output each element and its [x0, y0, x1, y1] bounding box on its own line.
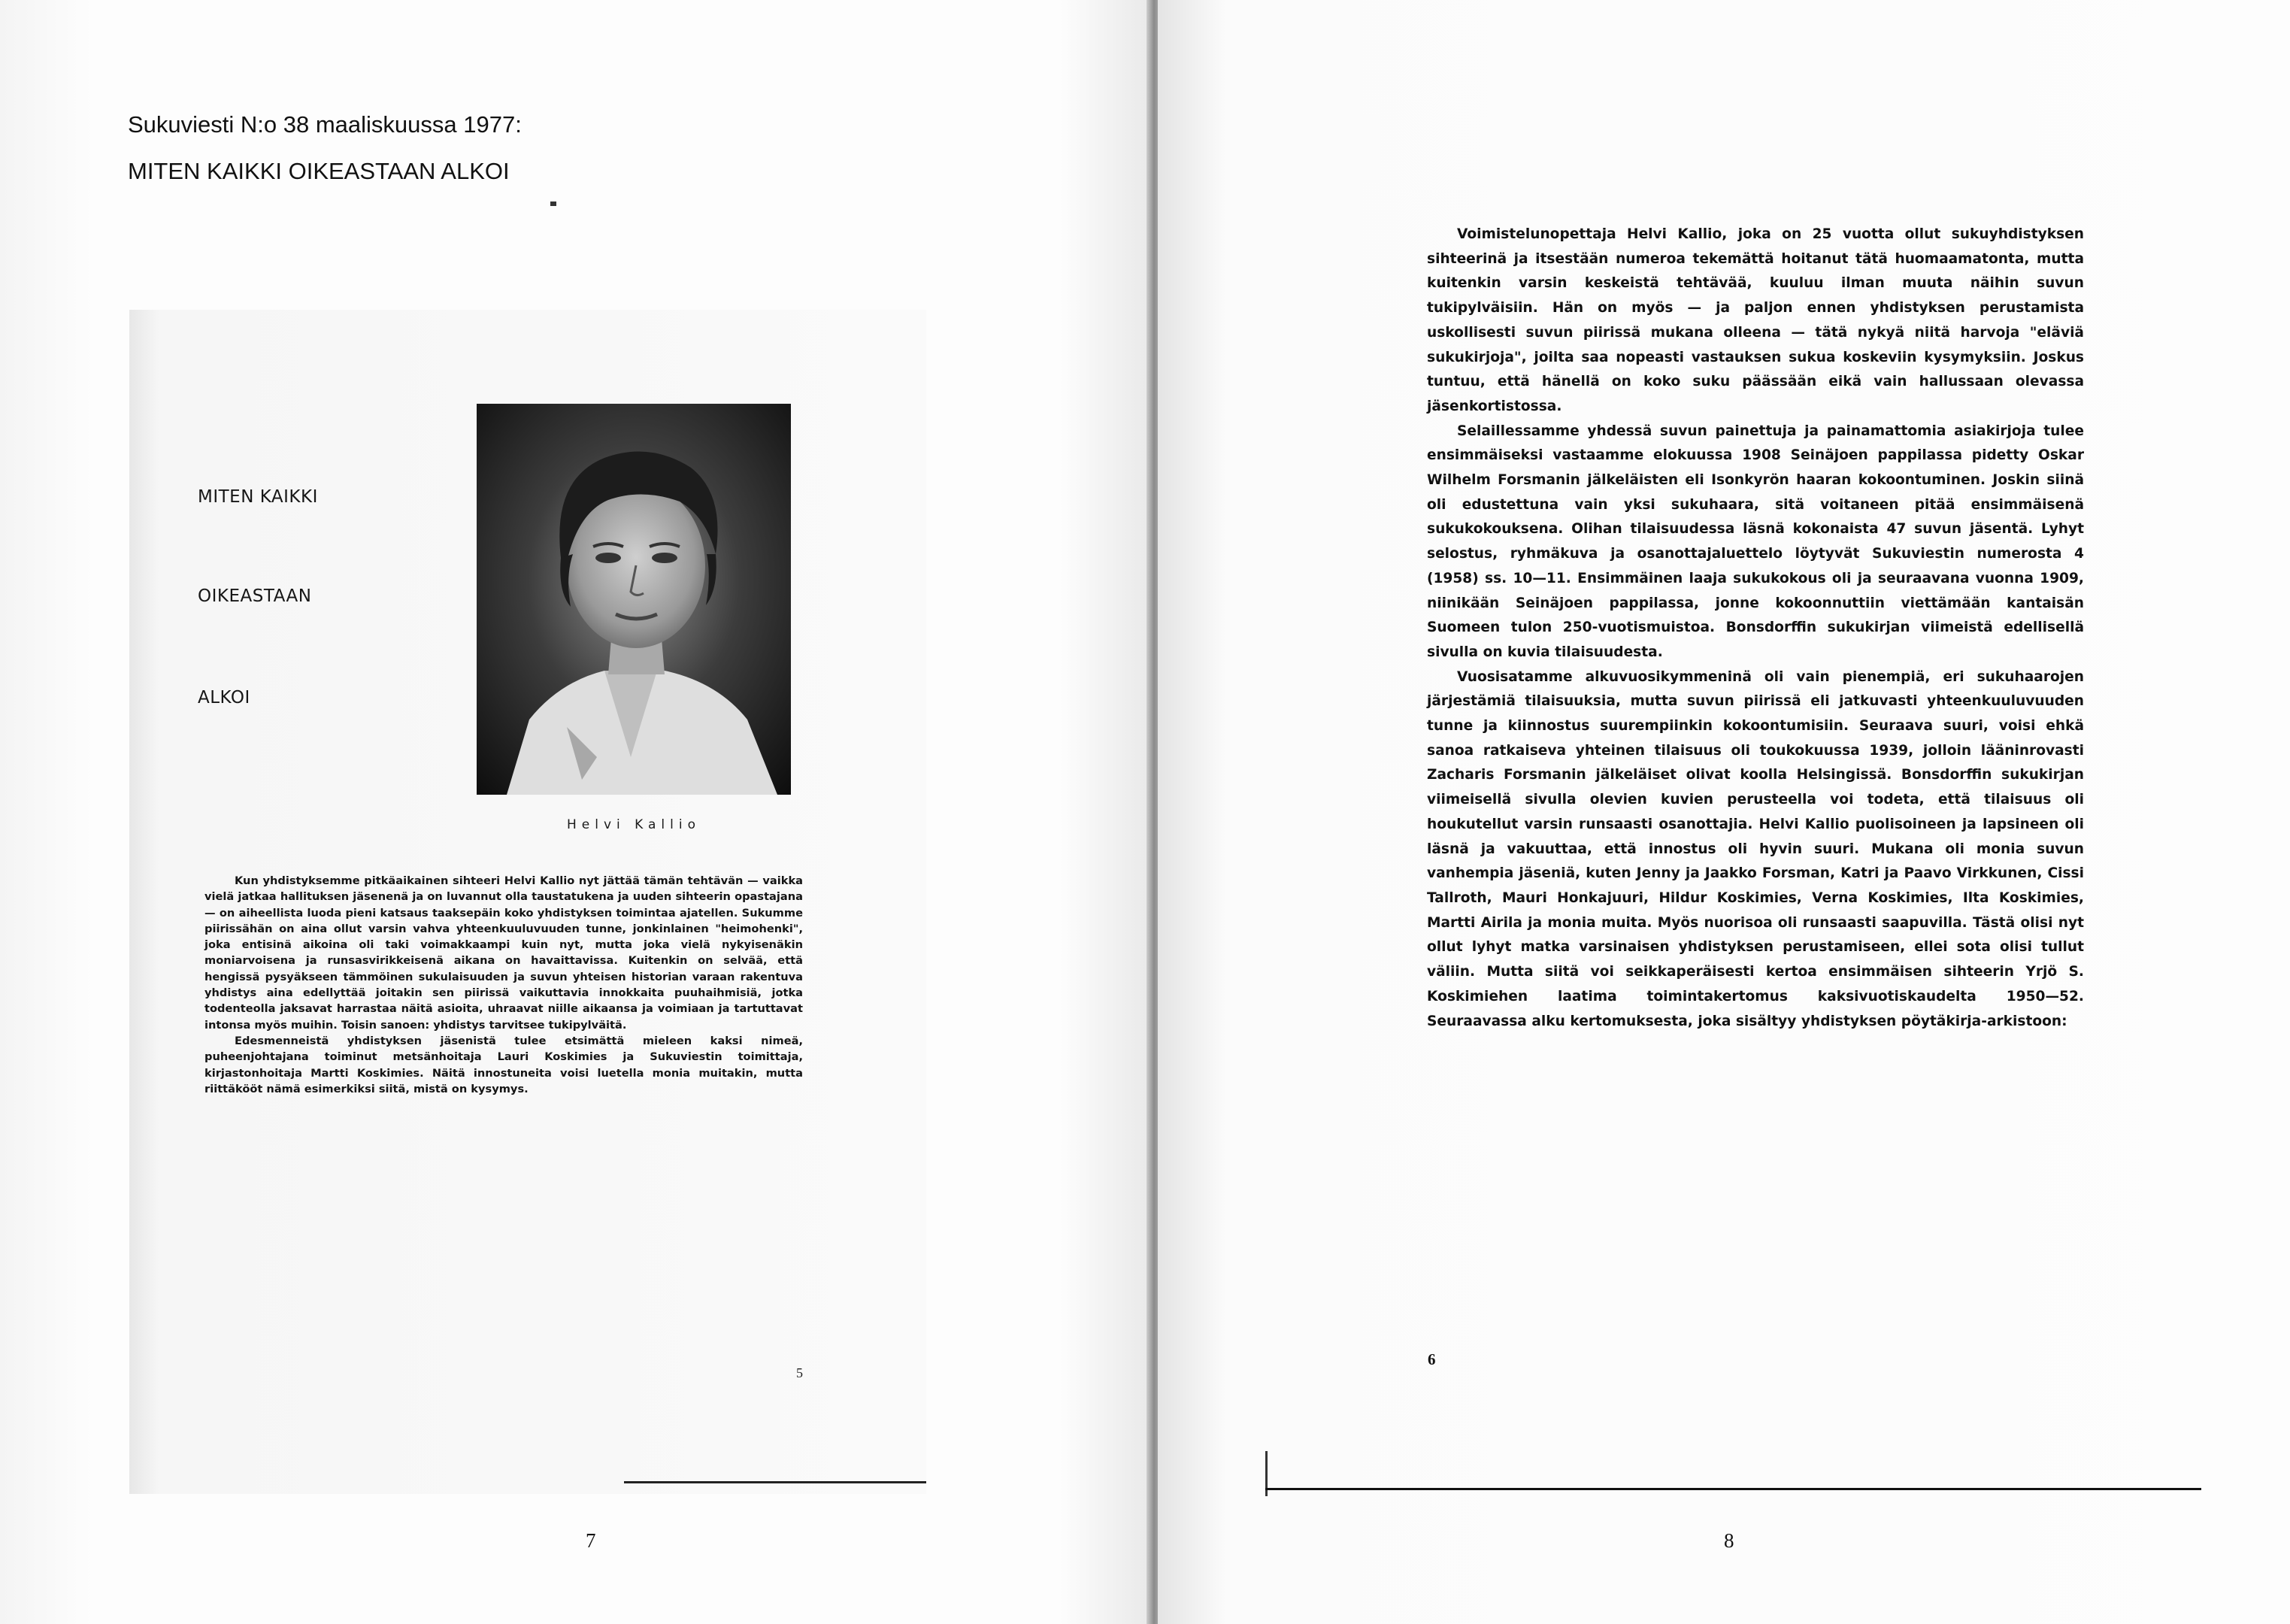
photo-caption: Helvi Kallio [567, 817, 701, 832]
bottom-rule [624, 1481, 926, 1483]
paragraph: Selaillessamme yhdessä suvun painettuja ja painamattomia asiakirjoja tulee ensimmäiseksi vastaamme elokuussa 1908 Seinäjoen pappilassa pidetty Oskar Wilhelm Forsmanin jälkeläisten eli Isonkyrön haaran kokoontuminen. Joskin siinä oli edustettuna vain yksi sukuhaara, sitä voitaneen pitää ensimmäisenä sukukokouksena. Olihan tilaisuudessa läsnä kokonaista 47 suvun jäsentä. Lyhyt selostus, ryhmäkuva ja osanottajaluettelo löytyvät Sukuviestin numerosta 4 (1958) ss. 10—11. Ensimmäinen laaja sukukokous oli ja seuraavana vuonna 1909, niinikään Seinäjoen pappilassa, jonne kokoonnuttiin viettämään kantaisän Suomeen tulon 250-vuotismuistoa. Bonsdorffin sukukirjan viimeistä edellisellä sivulla on kuvia tilaisuudesta. [1427, 423, 2084, 660]
paragraph: Kun yhdistyksemme pitkäaikainen sihteeri Helvi Kallio nyt jättää tämän tehtävän — vaikka vielä jatkaa hallituksen jäsenenä ja on luvannut olla taustatukena ja uuden sihteerin opastajana — on aiheellista luoda pieni katsaus taaksepäin koko yhdistyksen toimintaa ajatellen. Sukumme piirissähän on aina ollut varsin vahva yhteenkuuluvuuden tunne, jonkinlainen "heimohenki", joka entisinä aikoina oli taki voimakkaampi kuin nyt, mutta joka vielä nykyisenäkin moniarvoisena ja runsasvirikkeisenä aikana on havaittavissa. Kuitenkin on selvää, että hengissä pysyäkseen tämmöinen sukulaisuuden ja suvun yhteisen historian varaan rakentuva yhdistys aina edellyttää joitakin sen piirissä vaikuttavia innokkaita puuhaihmisiä, jotka todenteolla jaksavat harrastaa näitä asioita, uhraavat niille aikaansa ja voimiaan ja tartuttavat intonsa myös muihin. Toisin sanoen: yhdistys tarvitsee tukipylväitä. [204, 874, 803, 1032]
header-line-2: MITEN KAIKKI OIKEASTAAN ALKOI [128, 158, 510, 184]
paragraph: Vuosisatamme alkuvuosikymmeninä oli vain pienempiä, eri sukuhaarojen järjestämiä tilaisuuksia, mutta suvun piirissä eli jatkuvasti yhteenkuuluvuuden tunne ja kiinnostus suurempiinkin kokoontumisiin. Seuraava suuri, voisi ehkä sanoa ratkaiseva yhteinen tilaisuus oli toukokuussa 1939, jolloin lääninrovasti Zacharis Forsmanin jälkeläiset olivat koolla Helsingissä. Bonsdorffin sukukirjan viimeisellä sivulla olevien kuvien perusteella voi todeta, että tilaisuus oli houkutellut varsin runsaasti osanottajia. Helvi Kallio puolisoineen ja lapsineen oli läsnä ja vakuuttaa, että innostus oli hyvin suuri. Mukana oli monia suvun vanhempia jäseniä, kuten Jenny ja Jaakko Forsman, Katri ja Paavo Virkkunen, Cissi Tallroth, Mauri Honkajuuri, Hildur Koskimies, Verna Koskimies, Ilta Koskimies, Martti Airila ja monia muita. Myös nuorisoa oli runsaasti saapuvilla. Tästä olisi nyt ollut lyhyt matka varsinaisen yhdistyksen perustamiseen, ellei sota olisi tullut väliin. Mutta siitä voi seikkaperäisesti kertoa ensimmäisen sihteerin Yrjö S. Koskimiehen laatima toimintakertomus kaksivuotiskaudelta 1950—52. Seuraavassa alku kertomuksesta, joka sisältyy yhdistyksen pöytäkirja-arkistoon: [1427, 668, 2084, 1029]
header-line-1: Sukuviesti N:o 38 maaliskuussa 1977: [128, 111, 522, 138]
left-body-text [204, 873, 803, 1097]
side-title-line-3: ALKOI [198, 688, 250, 707]
inner-page-number: 5 [796, 1365, 803, 1380]
portrait-photo [477, 404, 791, 795]
page-number: 8 [1724, 1529, 1734, 1552]
paragraph: Voimistelunopettaja Helvi Kallio, joka on 25 vuotta ollut sukuyhdistyksen sihteerinä ja itsestään numeroa tekemättä hoitanut tätä huomaamatonta, mutta kuitenkin varsin keskeistä tehtävää, kuuluu ilman muuta näihin suvun tukipylväisiin. Hän on myös — ja paljon ennen yhdistyksen perustamista uskollisesti suvun piirissä mukana olleena — tätä nykyä niitä harvoja "eläviä sukukirjoja", joilta saa nopeasti vastauksen sukua koskeviin kysymyksiin. Joskus tuntuu, että hänellä on koko suku päässään eikä vain hallussaan olevassa jäsenkortistossa. [1427, 226, 2084, 414]
side-title-line-2: OIKEASTAAN [198, 586, 312, 606]
side-title-line-1: MITEN KAIKKI [198, 487, 318, 507]
right-body-text [1427, 223, 2084, 1034]
inner-page-number: 6 [1428, 1350, 1436, 1368]
page-number: 7 [586, 1529, 596, 1552]
bottom-rule [1265, 1488, 2201, 1490]
paragraph: Edesmenneistä yhdistyksen jäsenistä tulee etsimättä mieleen kaksi nimeä, puheenjohtajana toiminut metsänhoitaja Lauri Koskimies ja Sukuviestin toimittaja, kirjastonhoitaja Martti Koskimies. Näitä innostuneita voisi luetella monia muitakin, mutta riittäkööt nämä esimerkiksi siitä, mistä on kysymys. [204, 1034, 803, 1095]
speck-mark [550, 201, 556, 206]
